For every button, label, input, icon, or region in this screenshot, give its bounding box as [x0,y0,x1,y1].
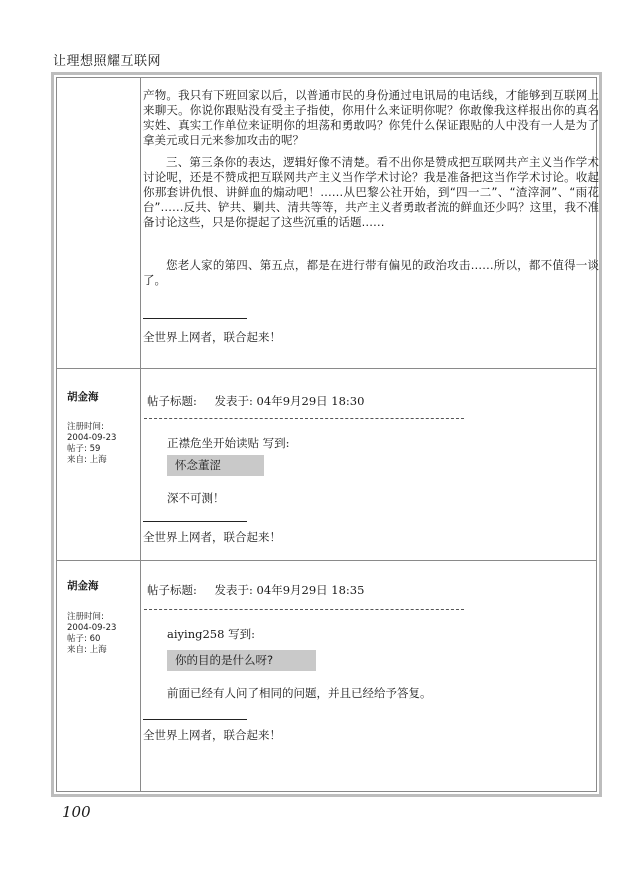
signature-text: 全世界上网者，联合起来！ [143,330,281,344]
post-paragraph: 三、第三条你的表达，逻辑好像不清楚。看不出你是赞成把互联网共产主义当作学术讨论呢，还是不赞成把互联网共产主义当作学术讨论？我是准备把这当作学术讨论。收起你那套讲仇恨、讲鲜血的煽动吧！……从巴黎公社开始，到“四一二”、“渣滓洞”、“雨花台”……反共、铲共、剿共、清共等等，共产主义者勇敢者流的鲜血还少吗？这里，我不准备讨论这些，只是你提起了这些沉重的话题…… [143,155,599,229]
meta-line: 注册时间: [67,612,104,622]
meta-line: 帖子: 59 [67,444,101,454]
header-separator [144,609,464,610]
signature-divider [143,318,247,319]
meta-line: 来自: 上海 [67,455,107,465]
meta-line: 2004-09-23 [67,623,117,633]
meta-line: 2004-09-23 [67,433,117,443]
post-reply: 深不可测！ [167,491,225,505]
post-subject-label: 帖子标题: [147,583,197,597]
meta-line: 注册时间: [67,422,104,432]
post-date: 发表于: 04年9月29日 18:30 [214,394,365,408]
quote-block: 你的目的是什么呀? [167,650,316,671]
author-meta [67,612,116,656]
post-header [147,393,378,409]
column-divider [140,78,141,791]
quote-author: aiying258 写到: [167,627,255,641]
meta-line: 帖子: 60 [67,634,101,644]
quote-block: 怀念董涩 [167,455,264,476]
row-divider [57,368,596,369]
post-paragraph: 您老人家的第四、第五点，都是在进行带有偏见的政治攻击……所以，都不值得一谈了。 [143,258,599,287]
post-subject-label: 帖子标题: [147,394,197,408]
post-paragraph: 产物。我只有下班回家以后，以普通市民的身份通过电讯局的电话线，才能够到互联网上来聊天。你说你跟贴没有受主子指使，你用什么来证明你呢？你敢像我这样报出你的真名实姓、真实工作单位来证明你的坦荡和勇敢吗？你凭什么保证跟贴的人中没有一人是为了拿美元或日元来参加攻击的呢？ [143,88,599,147]
author-name[interactable]: 胡金海 [67,580,99,592]
post-reply: 前面已经有人问了相同的问题，并且已经给予答复。 [167,686,432,700]
forum-thread-frame [51,72,602,797]
row-divider [57,560,596,561]
header-separator [144,418,464,419]
signature-text: 全世界上网者，联合起来！ [143,530,281,544]
signature-divider [143,521,247,522]
meta-line: 来自: 上海 [67,645,107,655]
post-header [147,582,378,598]
post-date: 发表于: 04年9月29日 18:35 [214,583,365,597]
post-body-continued [143,88,599,295]
running-head: 让理想照耀互联网 [53,54,162,69]
forum-thread-table [56,77,597,792]
signature-divider [143,719,247,720]
page-number: 100 [62,803,91,821]
author-meta [67,422,116,466]
quote-author: 正襟危坐开始读贴 写到: [167,436,290,450]
author-name[interactable]: 胡金海 [67,391,99,403]
signature-text: 全世界上网者，联合起来！ [143,728,281,742]
